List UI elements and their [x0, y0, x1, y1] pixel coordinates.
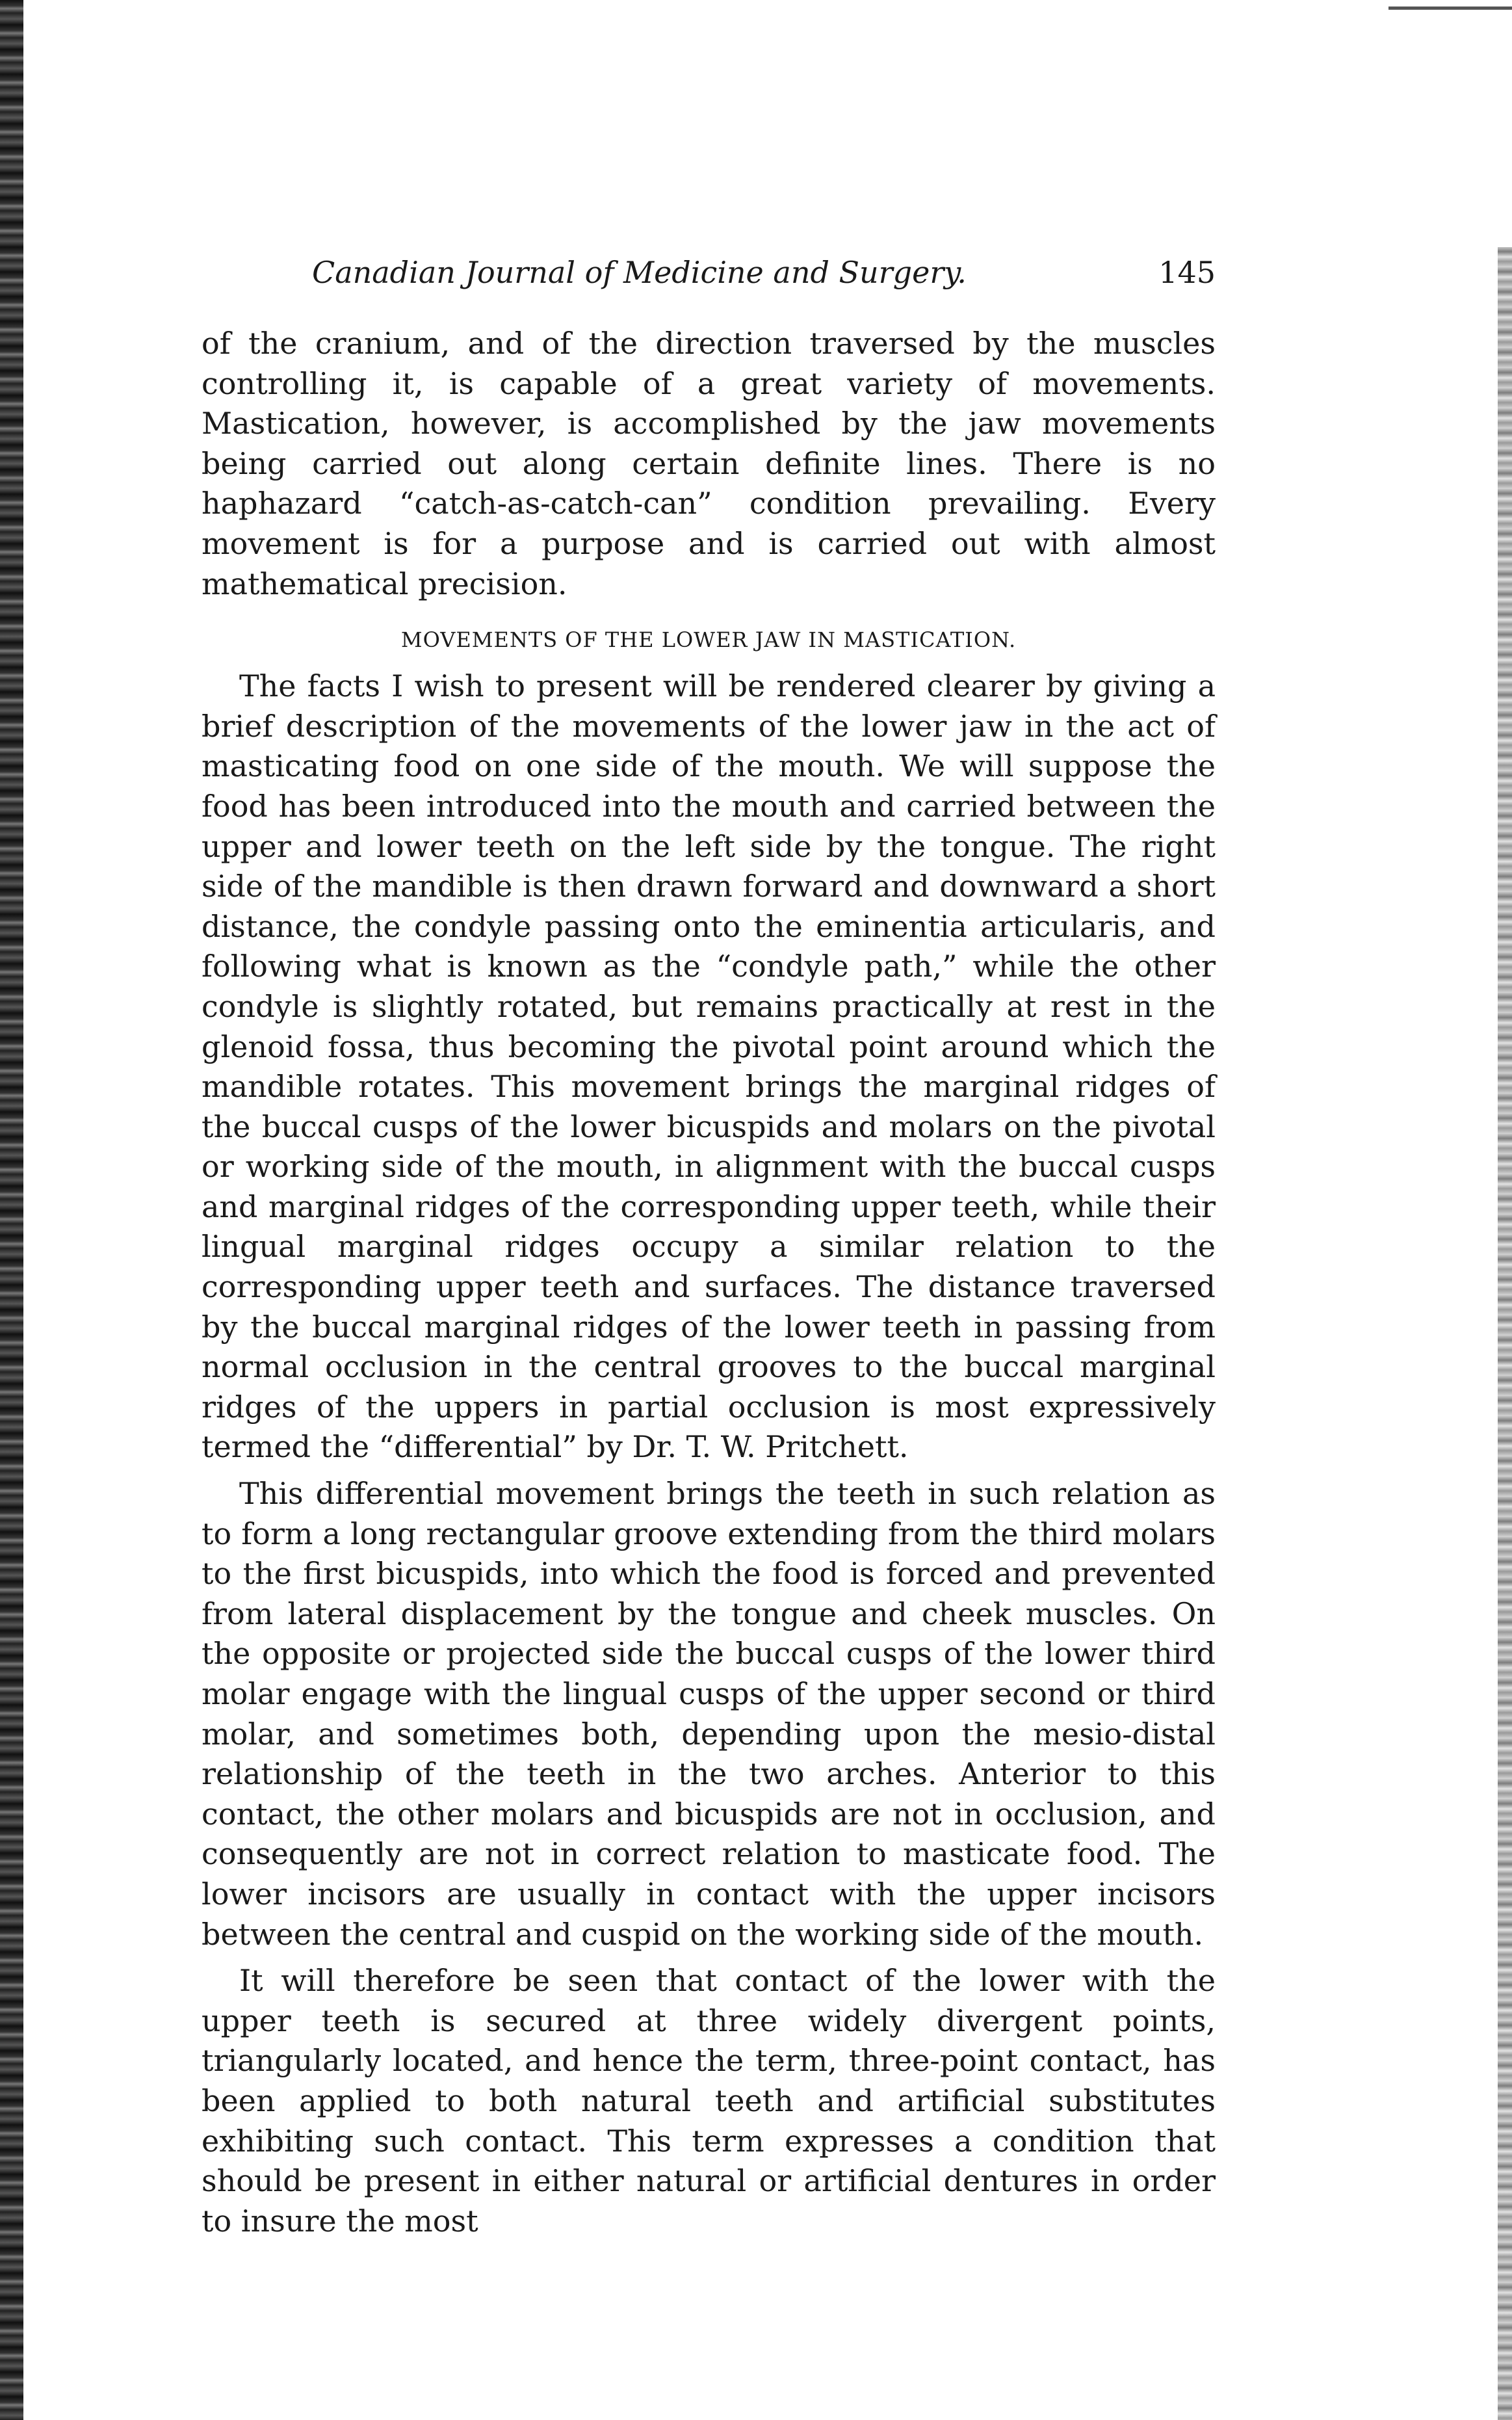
scan-top-rule: [1388, 7, 1512, 10]
section-paragraph-2: This differential movement brings the teeth in such relation as to form a long rectangular groove extending from the third molars to the first bicuspids, into which the food is forced and prevented from lateral displacement by the tongue and cheek muscles. On the opposite or projected side the buccal cusps of the lower third molar engage with the lingual cusps of the upper second or third molar, and sometimes both, depending upon the mesio-distal relationship of the teeth in the two arches. Anterior to this contact, the other molars and bicuspids are not in occlusion, and consequently are not in correct relation to masticate food. The lower incisors are usually in contact with the upper incisors between the central and cuspid on the working side of the mouth.: [202, 1476, 1216, 1952]
page-number: 145: [1158, 255, 1216, 290]
section-paragraph-3: It will therefore be seen that contact of the lower with the upper teeth is secured at three widely divergent points, triangularly located, and hence the term, three-point contact, has been applied to both natural teeth and artificial substitutes exhibiting such contact. This term expresses a condition that should be present in either natural or artificial dentures in order to insure the most: [202, 1963, 1216, 2239]
article-body: [202, 324, 1216, 2241]
continued-paragraph: of the cranium, and of the direction traversed by the muscles controlling it, is capable of a great variety of movements. Mastication, however, is accomplished by the jaw movements being carried out along certain definite lines. There is no haphazard “catch-as-catch-can” condition prevailing. Every movement is for a purpose and is carried out with almost mathematical precision.: [202, 326, 1216, 601]
section-heading: MOVEMENTS OF THE LOWER JAW IN MASTICATION.: [400, 627, 1017, 653]
section-paragraph-1: The facts I wish to present will be rendered clearer by giving a brief description of the movements of the lower jaw in the act of masticating food on one side of the mouth. We will suppose the food has been introduced into the mouth and carried between the upper and lower teeth on the left side by the tongue. The right side of the mandible is then drawn forward and downward a short distance, the condyle passing onto the eminentia articularis, and following what is known as the “condyle path,” while the other condyle is slightly rotated, but remains practically at rest in the glenoid fossa, thus becoming the pivotal point around which the mandible rotates. This movement brings the marginal ridges of the buccal cusps of the lower bicuspids and molars on the pivotal or working side of the mouth, in alignment with the buccal cusps and marginal ridges of the corresponding upper teeth, while their lingual marginal ridges occupy a similar relation to the corresponding upper teeth and surfaces. The distance traversed by the buccal marginal ridges of the lower teeth in passing from normal occlusion in the central grooves to the buccal marginal ridges of the uppers in partial occlusion is most expressively termed the “differential” by Dr. T. W. Pritchett.: [202, 668, 1216, 1465]
journal-title: Canadian Journal of Medicine and Surgery.: [312, 255, 967, 290]
scan-edge-right: [1498, 247, 1512, 2420]
scan-edge-left: [0, 0, 23, 2420]
running-head: [202, 255, 1216, 296]
journal-page: [202, 255, 1216, 2241]
